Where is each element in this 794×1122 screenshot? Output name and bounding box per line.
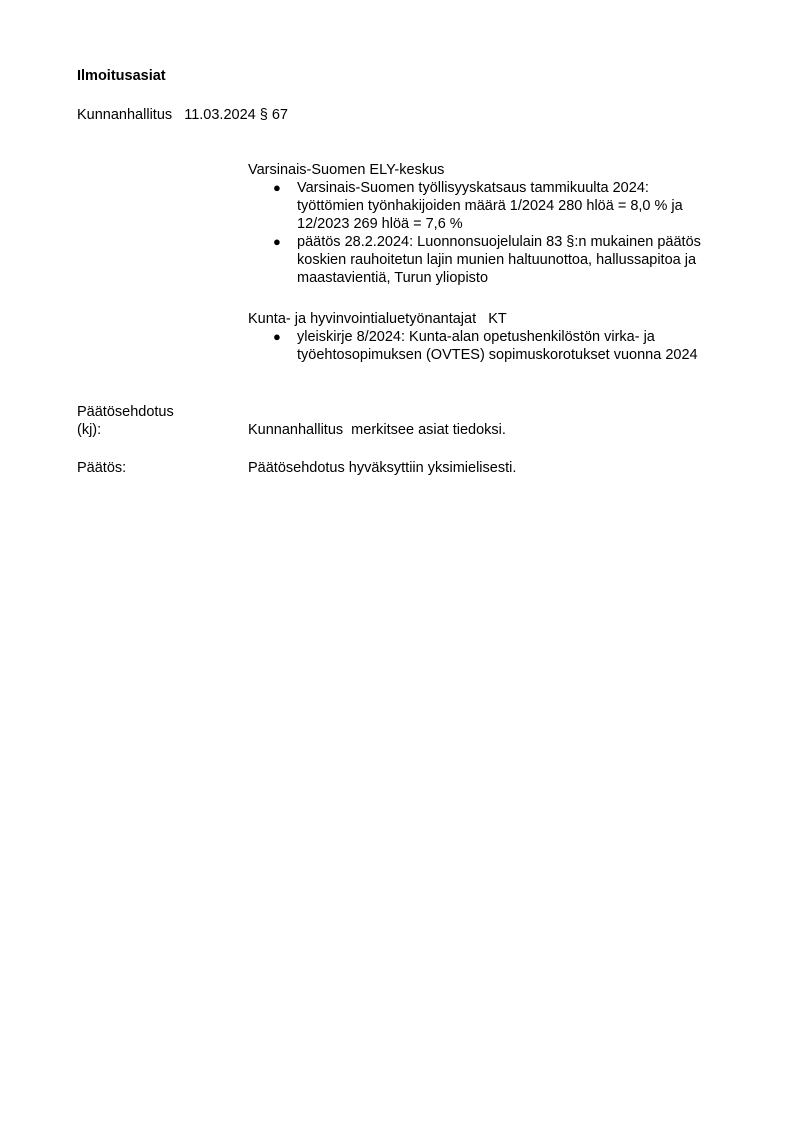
list-item-text: Varsinais-Suomen työllisyyskatsaus tammikuulta 2024: työttömien työnhakijoiden määrä 1/2024 280 hlöä = 8,0 % ja 12/2023 269 hlöä = 7,6 % <box>297 180 683 232</box>
document-title: Ilmoitusasiat <box>77 68 166 84</box>
bullet-icon: ● <box>273 234 281 249</box>
proposal-text: Kunnanhallitus merkitsee asiat tiedoksi. <box>248 422 506 438</box>
bullet-list <box>248 179 718 287</box>
meeting-reference: Kunnanhallitus 11.03.2024 § 67 <box>77 107 288 123</box>
section-heading: Kunta- ja hyvinvointialuetyönantajat KT <box>248 311 507 327</box>
list-item <box>248 233 718 287</box>
decision-text: Päätösehdotus hyväksyttiin yksimielisesti. <box>248 460 517 476</box>
proposal-label <box>77 403 174 439</box>
decision-label: Päätös: <box>77 460 127 476</box>
proposal-label-line-1: Päätösehdotus <box>77 404 174 420</box>
list-item <box>248 328 718 364</box>
list-item-text: päätös 28.2.2024: Luonnonsuojelulain 83 §:n mukainen päätös koskien rauhoitetun lajin munien haltuunottoa, hallussapitoa ja maastavientiä, Turun yliopisto <box>297 234 701 286</box>
proposal-label-line-2: (kj): <box>77 422 102 438</box>
bullet-list <box>248 328 718 364</box>
section-heading: Varsinais-Suomen ELY-keskus <box>248 162 445 178</box>
section-ely <box>248 161 718 287</box>
bullet-icon: ● <box>273 180 281 195</box>
list-item <box>248 179 718 233</box>
bullet-icon: ● <box>273 329 281 344</box>
section-kt <box>248 310 718 364</box>
list-item-text: yleiskirje 8/2024: Kunta-alan opetushenkilöstön virka- ja työehtosopimuksen (OVTES) sopimuskorotukset vuonna 2024 <box>297 329 698 363</box>
